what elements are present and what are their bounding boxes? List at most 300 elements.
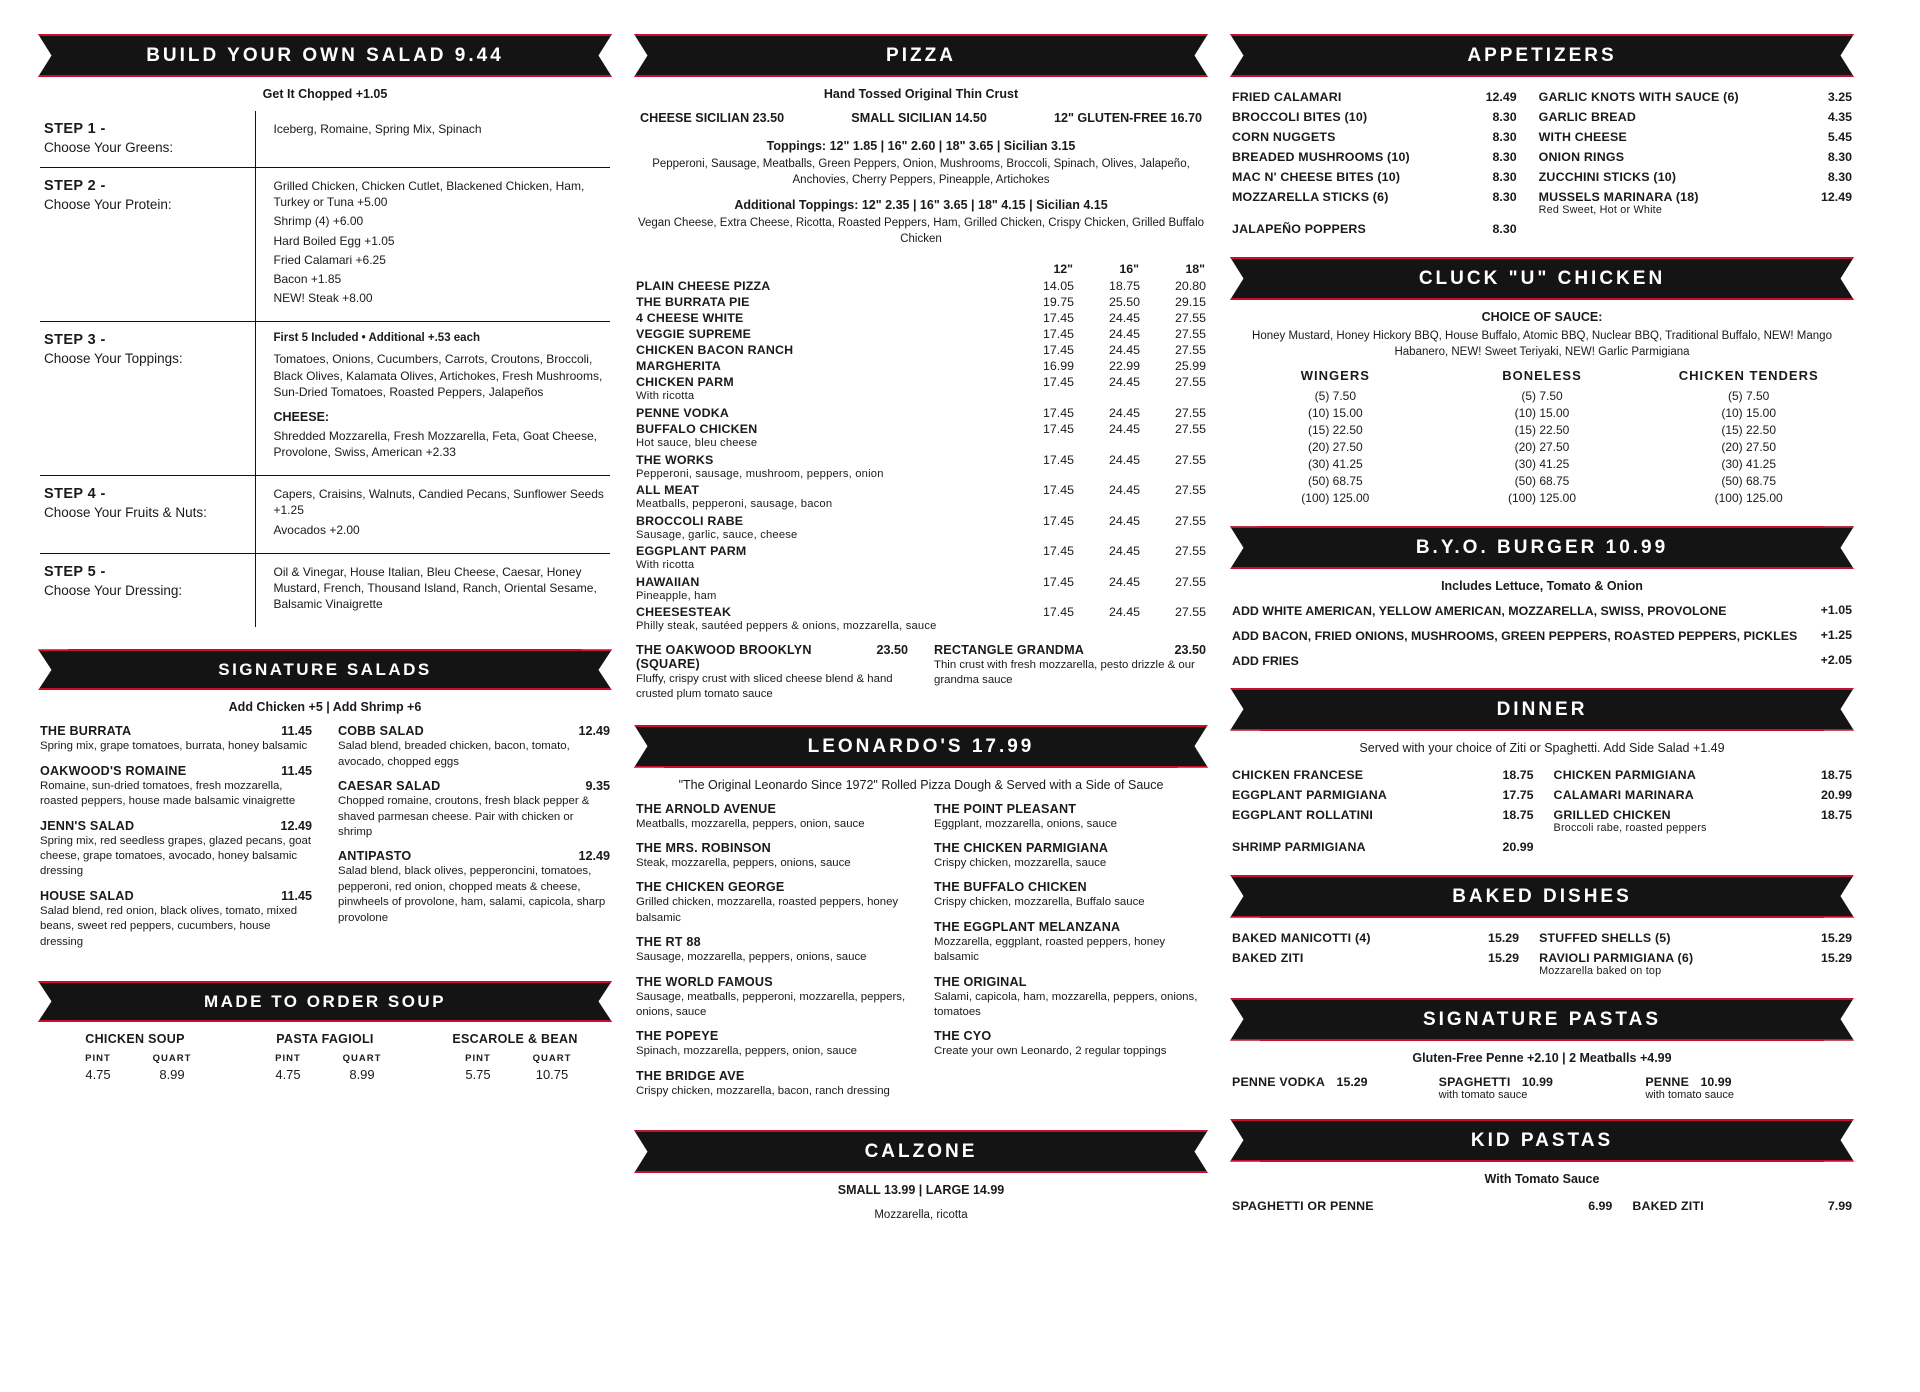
- item-description: Sausage, garlic, sauce, cheese: [636, 528, 798, 541]
- table-row: [636, 604, 1206, 635]
- item-price: 15.29: [1488, 930, 1520, 945]
- item-name: ALL MEAT Meatballs, pepperoni, sausage, bacon: [636, 482, 1008, 513]
- price-18: 27.55: [1174, 544, 1206, 559]
- burger-note: Includes Lettuce, Tomato & Onion: [1441, 579, 1643, 594]
- list-item: [636, 1029, 908, 1059]
- pizza-special: CHEESE SICILIAN 23.50: [640, 111, 785, 125]
- price-16: 24.45: [1108, 375, 1140, 390]
- item-price: 5.45: [1827, 130, 1852, 144]
- table-row: [1232, 1196, 1852, 1216]
- item-name: CHICKEN SOUP: [85, 1031, 185, 1046]
- step-option: Capers, Craisins, Walnuts, Candied Pecans, Sunflower Seeds +1.25: [273, 487, 604, 518]
- list-item: [40, 764, 312, 810]
- price-16: 24.45: [1108, 544, 1140, 559]
- step-title: STEP 5 -: [44, 563, 106, 580]
- toppings-header: Toppings: 12" 1.85 | 16" 2.60 | 18" 3.65 | Sicilian 3.15: [766, 139, 1076, 153]
- calzone-prices: SMALL 13.99 | LARGE 14.99: [837, 1183, 1005, 1198]
- list-item: [40, 724, 312, 754]
- leonardos-right: [934, 802, 1206, 1109]
- item-name: BAKED ZITI: [1232, 950, 1304, 965]
- item-price: 11.45: [281, 763, 312, 778]
- specialty-pizza-list: [636, 643, 1206, 703]
- item-name: ESCAROLE & BEAN: [452, 1031, 578, 1046]
- item-name: PLAIN CHEESE PIZZA: [636, 279, 771, 294]
- step-option: Shrimp (4) +6.00: [273, 214, 364, 229]
- item-price: 18.75: [1820, 807, 1852, 822]
- price-18: 27.55: [1174, 343, 1206, 358]
- section-header-signature-pastas: SIGNATURE PASTAS: [1260, 998, 1824, 1041]
- table-row: [40, 168, 610, 322]
- table-row: [636, 358, 1206, 374]
- item-description: Sausage, meatballs, pepperoni, mozzarella, peppers, onions, sauce: [636, 990, 906, 1018]
- list-item: [40, 1032, 230, 1082]
- step-option: NEW! Steak +8.00: [273, 291, 373, 306]
- price-line: (30) 41.25: [1721, 457, 1777, 472]
- price-16: 24.45: [1108, 327, 1140, 342]
- list-item: [636, 975, 908, 1021]
- table-row: [40, 111, 610, 168]
- list-item: [934, 975, 1206, 1021]
- item-name: CHICKEN PARMIGIANA: [1553, 767, 1696, 782]
- column-title: BONELESS: [1502, 368, 1582, 384]
- item-price: 12.49: [1820, 190, 1852, 204]
- size-header: 16": [1119, 262, 1139, 277]
- item-name: THE EGGPLANT MELANZANA: [934, 919, 1121, 934]
- item-price: 4.75: [85, 1066, 111, 1082]
- item-name: BROCCOLI BITES (10): [1232, 110, 1368, 124]
- step-title: STEP 2 -: [44, 178, 106, 194]
- item-price: 10.99: [1700, 1074, 1732, 1089]
- toppings-lead: First 5 Included • Additional +.53 each: [273, 332, 480, 345]
- item-description: Chopped romaine, croutons, fresh black pepper & shaved parmesan cheese. Pair with chicken or shrimp: [338, 795, 590, 838]
- table-row: [636, 310, 1206, 326]
- list-item: [934, 1029, 1206, 1059]
- item-description: Romaine, sun-dried tomatoes, fresh mozzarella, roasted peppers, house made balsamic vinaigrette: [40, 779, 296, 808]
- item-description: Meatballs, pepperoni, sausage, bacon: [636, 498, 833, 511]
- item-name: WITH CHEESE: [1538, 130, 1627, 144]
- table-row: [1232, 147, 1852, 167]
- item-name: PENNE: [1645, 1074, 1690, 1089]
- item-price: 17.75: [1502, 787, 1534, 802]
- item-price: 11.45: [281, 724, 312, 739]
- list-item: [934, 841, 1206, 871]
- unit-label: PINT: [465, 1052, 491, 1064]
- step-option: Oil & Vinegar, House Italian, Bleu Cheese, Caesar, Honey Mustard, French, Thousand Island, Ranch, Oriental Sesame, Balsamic Vinaigrette: [273, 564, 597, 612]
- chicken-column-boneless: [1439, 368, 1646, 508]
- item-price: 23.50: [1174, 642, 1206, 657]
- item-name: EGGPLANT PARMIGIANA: [1232, 787, 1388, 802]
- price-line: (20) 27.50: [1307, 440, 1363, 455]
- price-16: 24.45: [1108, 405, 1140, 420]
- item-price: 8.30: [1827, 150, 1852, 164]
- item-description: With ricotta: [636, 390, 695, 403]
- item-price: 8.30: [1492, 190, 1517, 204]
- item-name: THE OAKWOOD BROOKLYN (SQUARE): [636, 642, 812, 671]
- price-12: 17.45: [1042, 343, 1074, 358]
- addon-text: ADD FRIES: [1232, 654, 1299, 669]
- price-18: 27.55: [1174, 405, 1206, 420]
- item-description: with tomato sauce: [1438, 1088, 1528, 1101]
- unit-label: QUART: [532, 1052, 572, 1064]
- price-line: (20) 27.50: [1721, 440, 1777, 455]
- kid-pastas-note: With Tomato Sauce: [1484, 1171, 1600, 1186]
- section-header-baked-dishes: BAKED DISHES: [1260, 875, 1824, 918]
- item-name: MUSSELS MARINARA (18) Red Sweet, Hot or White: [1539, 187, 1796, 219]
- price-16: 22.99: [1108, 359, 1140, 374]
- item-name: EGGPLANT ROLLATINI: [1232, 807, 1374, 822]
- item-price: 11.45: [281, 888, 312, 903]
- item-description: Hot sauce, bleu cheese: [636, 436, 758, 449]
- item-description: Mozzarella, eggplant, roasted peppers, honey balsamic: [934, 935, 1166, 964]
- list-item: [636, 643, 908, 703]
- list-item: [40, 889, 312, 950]
- burger-addons: [1232, 603, 1852, 669]
- price-16: 25.50: [1108, 295, 1140, 310]
- signature-pastas-list: [1232, 1075, 1852, 1101]
- list-item: [1232, 628, 1852, 644]
- item-name: MAC N' CHEESE BITES (10): [1232, 170, 1401, 184]
- step-option: Fried Calamari +6.25: [273, 252, 386, 267]
- item-name: CHEESESTEAK Philly steak, sautéed peppers & onions, mozzarella, sauce: [636, 604, 1008, 635]
- price-18: 27.55: [1174, 605, 1206, 620]
- item-name: STUFFED SHELLS (5): [1539, 930, 1671, 945]
- price-18: 27.55: [1174, 452, 1206, 467]
- table-row: [1232, 785, 1852, 805]
- item-description: with tomato sauce: [1645, 1088, 1734, 1101]
- item-description: Salami, capicola, ham, mozzarella, peppers, onions, tomatoes: [934, 990, 1198, 1018]
- item-name: VEGGIE SUPREME: [636, 327, 752, 342]
- item-description: Fluffy, crispy crust with sliced cheese blend & hand crusted plum tomato sauce: [636, 672, 893, 701]
- price-line: (10) 15.00: [1721, 406, 1777, 421]
- section-header-cluck-u-chicken: CLUCK "U" CHICKEN: [1260, 257, 1824, 300]
- item-description: Philly steak, sautéed peppers & onions, mozzarella, sauce: [636, 620, 937, 633]
- chicken-column-tenders: [1645, 368, 1852, 508]
- item-price: 18.75: [1502, 767, 1534, 782]
- item-name: HOUSE SALAD: [40, 888, 134, 903]
- addon-price: +2.05: [1820, 653, 1852, 668]
- item-name: MARGHERITA: [636, 359, 722, 374]
- item-name: THE POINT PLEASANT: [934, 801, 1077, 816]
- step-subtitle: Choose Your Fruits & Nuts:: [44, 505, 207, 521]
- item-price: 20.99: [1820, 787, 1852, 802]
- cheese-options: Shredded Mozzarella, Fresh Mozzarella, Feta, Goat Cheese, Provolone, Swiss, American +2.33: [273, 428, 597, 460]
- signature-salads-list: [40, 724, 610, 959]
- size-header: 12": [1053, 262, 1073, 277]
- item-name: FRIED CALAMARI: [1232, 90, 1342, 104]
- table-row: [1232, 765, 1852, 785]
- price-12: 17.45: [1042, 513, 1074, 528]
- price-16: 24.45: [1108, 343, 1140, 358]
- list-item: [338, 849, 610, 926]
- item-name: ZUCCHINI STICKS (10): [1538, 170, 1677, 184]
- table-row: [1232, 167, 1852, 187]
- item-price: 8.30: [1492, 170, 1517, 184]
- price-12: 17.45: [1042, 605, 1074, 620]
- appetizers-table: [1232, 87, 1852, 239]
- list-item: [1232, 653, 1852, 669]
- pizza-crust-note: Hand Tossed Original Thin Crust: [823, 87, 1019, 101]
- section-header-calzone: CALZONE: [664, 1130, 1178, 1173]
- price-line: (50) 68.75: [1307, 474, 1363, 489]
- addon-text: ADD BACON, FRIED ONIONS, MUSHROOMS, GREEN PEPPERS, ROASTED PEPPERS, PICKLES: [1232, 629, 1798, 644]
- section-header-build-your-own-salad: BUILD YOUR OWN SALAD 9.44: [68, 34, 582, 77]
- price-line: (10) 15.00: [1514, 406, 1570, 421]
- price-line: (15) 22.50: [1307, 423, 1363, 438]
- price-16: 24.45: [1108, 452, 1140, 467]
- table-row: [40, 476, 610, 554]
- item-name: CHICKEN PARM With ricotta: [636, 374, 1008, 405]
- price-18: 20.80: [1174, 279, 1206, 294]
- item-name: OAKWOOD'S ROMAINE: [40, 763, 187, 778]
- unit-label: QUART: [342, 1052, 382, 1064]
- list-item: [636, 880, 908, 926]
- section-header-byo-burger: B.Y.O. BURGER 10.99: [1260, 526, 1824, 569]
- item-price: 15.29: [1820, 950, 1852, 965]
- column-right: [1232, 34, 1852, 1382]
- item-name: THE ORIGINAL: [934, 974, 1027, 989]
- item-price: 8.99: [159, 1066, 185, 1082]
- list-item: [338, 779, 610, 840]
- table-header-row: [636, 261, 1206, 278]
- item-price: 10.75: [535, 1066, 569, 1082]
- table-row: [40, 553, 610, 627]
- item-description: Thin crust with fresh mozzarella, pesto drizzle & our grandma sauce: [934, 658, 1195, 687]
- baked-dishes-table: [1232, 928, 1852, 980]
- item-price: 9.35: [585, 779, 610, 794]
- item-name: CAESAR SALAD: [338, 779, 441, 794]
- price-line: (100) 125.00: [1714, 491, 1783, 506]
- list-item: [1232, 603, 1852, 619]
- price-12: 17.45: [1042, 483, 1074, 498]
- item-description: Salad blend, red onion, black olives, tomato, mixed beans, sweet red peppers, cucumbers, house dressing: [40, 904, 298, 948]
- item-price: 12.49: [578, 849, 610, 864]
- item-name: MOZZARELLA STICKS (6): [1232, 190, 1389, 204]
- item-name: SHRIMP PARMIGIANA: [1232, 839, 1366, 854]
- price-12: 17.45: [1042, 405, 1074, 420]
- item-name: RECTANGLE GRANDMA: [934, 642, 1085, 657]
- table-row: [636, 342, 1206, 358]
- price-line: (20) 27.50: [1514, 440, 1570, 455]
- item-price: 12.49: [578, 724, 610, 739]
- table-row: [636, 326, 1206, 342]
- item-name: GARLIC BREAD: [1538, 110, 1637, 124]
- kid-pastas-table: [1232, 1196, 1852, 1216]
- table-row: [636, 543, 1206, 574]
- item-name: CHICKEN BACON RANCH: [636, 343, 794, 358]
- pizza-special: 12" GLUTEN-FREE 16.70: [1053, 111, 1202, 125]
- signature-salads-left: [40, 724, 312, 959]
- step-title: STEP 4 -: [44, 486, 106, 503]
- item-price: 8.30: [1492, 222, 1517, 236]
- step-option: Bacon +1.85: [273, 271, 342, 286]
- step-subtitle: Choose Your Protein:: [44, 197, 172, 212]
- calzone-description: Mozzarella, ricotta: [874, 1209, 968, 1222]
- item-price: 6.99: [1588, 1198, 1613, 1213]
- step-option: Tomatoes, Onions, Cucumbers, Carrots, Croutons, Broccoli, Black Olives, Kalamata Olives, Artichokes, Fresh Mushrooms, Sun-Dried Tomatoes, Roasted Peppers, Jalapeños: [273, 352, 603, 399]
- item-name: EGGPLANT PARM With ricotta: [636, 543, 1008, 574]
- list-item: [934, 802, 1206, 832]
- price-16: 24.45: [1108, 421, 1140, 436]
- price-18: 27.55: [1174, 311, 1206, 326]
- step-subtitle: Choose Your Greens:: [44, 140, 174, 155]
- table-row: [1232, 805, 1852, 837]
- signature-salads-right: [338, 724, 610, 959]
- item-name: CHICKEN FRANCESE: [1232, 767, 1364, 782]
- item-name: BUFFALO CHICKEN Hot sauce, bleu cheese: [636, 421, 1008, 452]
- chicken-columns: [1232, 368, 1852, 508]
- item-description: Spring mix, red seedless grapes, glazed pecans, goat cheese, grape tomatoes, avocado, honey balsamic dressing: [40, 834, 312, 878]
- item-name: GARLIC KNOTS WITH SAUCE (6): [1538, 90, 1739, 104]
- item-description: Create your own Leonardo, 2 regular toppings: [934, 1045, 1167, 1058]
- item-description: Crispy chicken, mozzarella, bacon, ranch dressing: [636, 1084, 890, 1097]
- table-row: [636, 294, 1206, 310]
- table-row: [1232, 948, 1852, 980]
- item-name: JENN'S SALAD: [40, 818, 135, 833]
- toppings-list: Pepperoni, Sausage, Meatballs, Green Peppers, Onion, Mushrooms, Broccoli, Spinach, Olives, Jalapeño, Anchovies, Cherry Peppers, Pineapple, Artichokes: [652, 158, 1190, 187]
- pizza-specials-row: [640, 111, 1202, 125]
- item-description: Red Sweet, Hot or White: [1538, 204, 1663, 216]
- item-price: 3.25: [1827, 90, 1852, 104]
- item-name: THE WORLD FAMOUS: [636, 974, 773, 989]
- table-row: [636, 405, 1206, 421]
- chicken-column-wingers: [1232, 368, 1439, 508]
- table-row: [636, 574, 1206, 605]
- section-header-signature-salads: SIGNATURE SALADS: [68, 649, 582, 690]
- price-line: (5) 7.50: [1521, 389, 1563, 404]
- unit-label: PINT: [85, 1052, 111, 1064]
- price-16: 24.45: [1108, 483, 1140, 498]
- item-description: Spring mix, grape tomatoes, burrata, honey balsamic: [40, 740, 308, 753]
- item-description: Crispy chicken, mozzarella, sauce: [934, 857, 1107, 870]
- price-12: 17.45: [1042, 574, 1074, 589]
- price-16: 24.45: [1108, 513, 1140, 528]
- item-name: THE WORKS Pepperoni, sausage, mushroom, peppers, onion: [636, 452, 1008, 483]
- item-name: PENNE VODKA: [1232, 1074, 1326, 1089]
- table-row: [1232, 928, 1852, 948]
- table-row: [636, 452, 1206, 483]
- price-line: (50) 68.75: [1514, 474, 1570, 489]
- item-name: THE POPEYE: [636, 1029, 719, 1044]
- item-name: THE BURRATA: [40, 724, 132, 739]
- additional-toppings-header: Additional Toppings: 12" 2.35 | 16" 3.65 | 18" 4.15 | Sicilian 4.15: [734, 198, 1108, 213]
- column-center: [636, 34, 1206, 1382]
- addon-price: +1.05: [1820, 603, 1852, 618]
- table-row: [1232, 87, 1852, 107]
- item-price: 8.30: [1827, 170, 1852, 184]
- price-18: 27.55: [1174, 375, 1206, 390]
- dinner-note: Served with your choice of Ziti or Spaghetti. Add Side Salad +1.49: [1359, 740, 1725, 755]
- list-item: [1645, 1075, 1852, 1101]
- price-12: 17.45: [1042, 327, 1074, 342]
- item-description: Pineapple, ham: [636, 589, 717, 602]
- size-header: 18": [1185, 262, 1205, 277]
- item-name: GRILLED CHICKEN Broccoli rabe, roasted peppers: [1554, 805, 1796, 837]
- item-price: 12.49: [280, 818, 312, 833]
- price-line: (15) 22.50: [1514, 423, 1570, 438]
- additional-toppings-list: Vegan Cheese, Extra Cheese, Ricotta, Roasted Peppers, Ham, Grilled Chicken, Crispy Chicken, Grilled Buffalo Chicken: [637, 217, 1205, 246]
- item-name: CORN NUGGETS: [1232, 130, 1336, 144]
- table-row: [636, 374, 1206, 405]
- item-price: 7.99: [1827, 1198, 1852, 1213]
- price-line: (100) 125.00: [1507, 491, 1577, 506]
- price-12: 16.99: [1042, 359, 1074, 374]
- item-price: 4.75: [275, 1066, 301, 1082]
- item-description: Salad blend, black olives, pepperoncini, tomatoes, pepperoni, red onion, chopped meats & cheese, pinwheels of provolone, ham, salami, capicola, sharp provolone: [338, 865, 606, 924]
- section-header-kid-pastas: KID PASTAS: [1260, 1119, 1824, 1162]
- item-name: BAKED ZITI: [1632, 1198, 1704, 1213]
- item-name: SPAGHETTI OR PENNE: [1232, 1198, 1374, 1213]
- step-option: Avocados +2.00: [273, 522, 360, 537]
- step-subtitle: Choose Your Toppings:: [44, 351, 183, 367]
- list-item: [636, 802, 908, 832]
- item-price: 20.99: [1502, 839, 1534, 854]
- list-item: [230, 1032, 420, 1082]
- price-18: 29.15: [1174, 295, 1206, 310]
- list-item: [1232, 1075, 1439, 1101]
- table-row: [636, 513, 1206, 544]
- item-price: 18.75: [1820, 767, 1852, 782]
- list-item: [636, 935, 908, 965]
- item-price: 8.30: [1492, 110, 1517, 124]
- price-12: 17.45: [1042, 452, 1074, 467]
- signature-salads-note: Add Chicken +5 | Add Shrimp +6: [228, 700, 422, 715]
- item-name: ONION RINGS: [1538, 150, 1625, 164]
- table-row: [1232, 107, 1852, 127]
- item-description: Crispy chicken, mozzarella, Buffalo sauce: [934, 896, 1145, 909]
- price-16: 24.45: [1108, 311, 1140, 326]
- section-header-dinner: DINNER: [1260, 688, 1824, 731]
- column-left: [40, 34, 610, 1382]
- item-name: THE BRIDGE AVE: [636, 1068, 745, 1083]
- leonardos-left: [636, 802, 908, 1109]
- item-description: Steak, mozzarella, peppers, onions, sauce: [636, 857, 851, 870]
- item-price: 8.30: [1492, 130, 1517, 144]
- price-12: 17.45: [1042, 421, 1074, 436]
- step-option: Iceberg, Romaine, Spring Mix, Spinach: [273, 122, 482, 136]
- table-row: [1232, 219, 1852, 239]
- item-name: THE RT 88: [636, 935, 701, 950]
- list-item: [40, 819, 312, 880]
- column-title: CHICKEN TENDERS: [1678, 368, 1819, 384]
- table-row: [636, 421, 1206, 452]
- price-12: 17.45: [1042, 375, 1074, 390]
- item-name: THE CYO: [934, 1029, 992, 1044]
- item-price: 23.50: [876, 642, 908, 657]
- item-name: RAVIOLI PARMIGIANA (6) Mozzarella baked on top: [1539, 948, 1796, 980]
- price-18: 27.55: [1174, 483, 1206, 498]
- list-item: [636, 1069, 908, 1099]
- item-price: 8.99: [349, 1066, 375, 1082]
- list-item: [1439, 1075, 1646, 1101]
- item-price: 15.29: [1820, 930, 1852, 945]
- list-item: [636, 841, 908, 871]
- list-item: [934, 880, 1206, 910]
- item-name: BREADED MUSHROOMS (10): [1232, 150, 1410, 164]
- item-price: 15.29: [1336, 1074, 1368, 1089]
- item-price: 10.99: [1521, 1074, 1553, 1089]
- sauce-list: Honey Mustard, Honey Hickory BBQ, House Buffalo, Atomic BBQ, Nuclear BBQ, Traditional Buffalo, NEW! Mango Habanero, NEW! Sweet Teriyaki, NEW! Garlic Parmigiana: [1252, 330, 1832, 359]
- item-price: 8.30: [1492, 150, 1517, 164]
- table-row: [636, 482, 1206, 513]
- item-name: 4 CHEESE WHITE: [636, 311, 744, 326]
- pizza-price-table: [636, 261, 1206, 635]
- step-title: STEP 3 -: [44, 332, 106, 349]
- price-18: 27.55: [1174, 421, 1206, 436]
- price-line: (30) 41.25: [1307, 457, 1363, 472]
- item-name: ANTIPASTO: [338, 849, 412, 864]
- price-16: 18.75: [1108, 279, 1140, 294]
- leonardos-list: [636, 802, 1206, 1109]
